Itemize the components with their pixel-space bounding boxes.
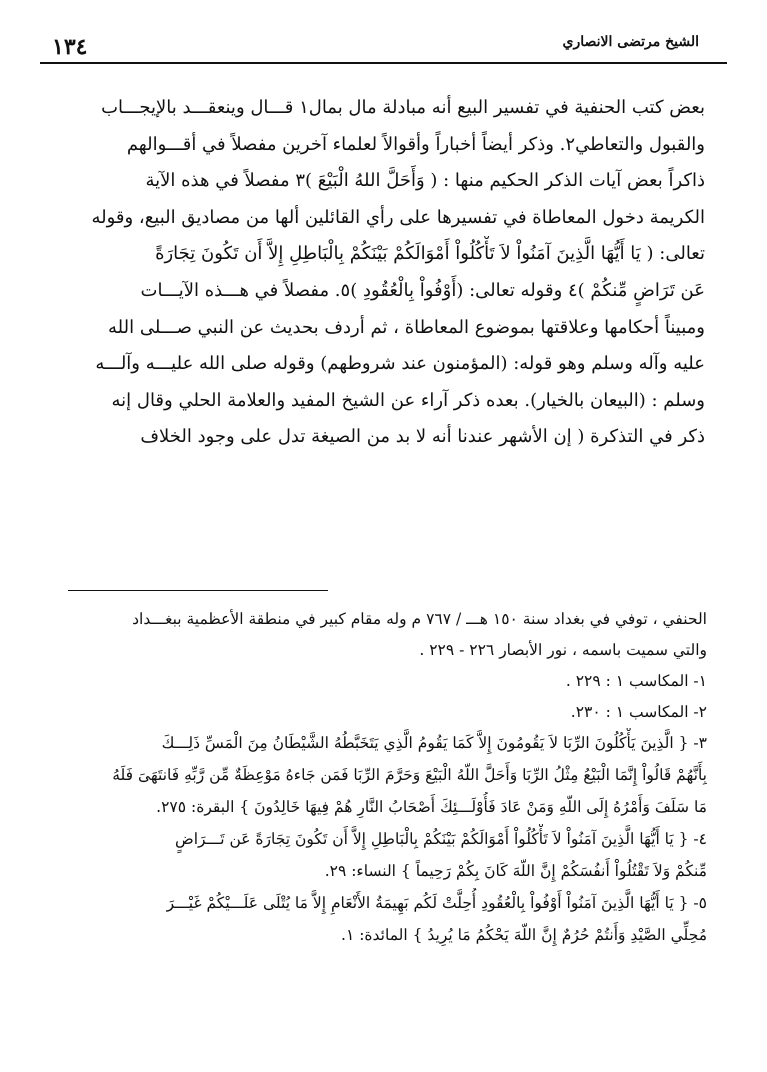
footnote-line: ٢- المكاسب ١ : ٢٣٠. (570, 703, 707, 721)
body-line: ذاكراً بعض آيات الذكر الحكيم منها : ( وَأَحَلَّ اللهُ الْبَيْعَ )٣ مفصلاً في هذه الآية (145, 170, 705, 192)
footnote-line: ٣- { الَّذِينَ يَأْكُلُونَ الرِّبَا لاَ يَقُومُونَ إِلاَّ كَمَا يَقُومُ الَّذِي يَتَخَبَّطُهُ الشَّيْطَانُ مِنَ الْمَسِّ ذَلِـــكَ (161, 734, 707, 752)
body-line: وسلم : (البيعان بالخيار). بعده ذكر آراء عن الشيخ المفيد والعلامة الحلي وقال إنه (111, 389, 705, 411)
body-line: والقبول والتعاطي٢. وذكر أيضاً أخباراً وأقوالاً لعلماء آخرين مفصلاً في أقـــوالهم (126, 133, 705, 155)
body-line: بعض كتب الحنفية في تفسير البيع أنه مبادلة مال بمال١ قـــال وينعقـــد بالإيجـــاب (101, 97, 705, 118)
footnotes (58, 604, 707, 952)
body-line: ذكر في التذكرة ( إن الأشهر عندنا أنه لا بد من الصيغة تدل على وجود الخلاف (140, 426, 705, 448)
body-line: عَن تَرَاضٍ مِّنكُمْ )٤ وقوله تعالى: (أَوْفُواْ بِالْعُقُودِ )٥. مفصلاً في هـــذه الآيـــات (140, 279, 705, 301)
footnote-line: ١- المكاسب ١ : ٢٢٩ . (565, 672, 707, 690)
footnote-line: مُحِلِّي الصَّيْدِ وَأَنتُمْ حُرُمٌ إِنَّ اللّهَ يَحْكُمُ مَا يُرِيدُ } المائدة: ١. (341, 926, 707, 944)
page-number: ١٣٤ (52, 34, 88, 60)
main-text (60, 90, 705, 456)
body-line: ومبيناً أحكامها وعلاقتها بموضوع المعاطاة ، ثم أردف بحديث عن النبي صـــلى الله (108, 316, 705, 338)
running-title: الشيخ مرتضى الانصاري (562, 34, 699, 50)
body-line: تعالى: ( يَا أَيُّهَا الَّذِينَ آمَنُواْ لاَ تَأْكُلُواْ أَمْوَالَكُمْ بَيْنَكُمْ بِالْبَاطِلِ إِلاَّ أَن تَكُونَ تِجَارَةً (155, 243, 705, 265)
page-header (40, 30, 727, 66)
header-rule (40, 62, 727, 64)
footnote-line: والتي سميت باسمه ، نور الأبصار ٢٢٦ - ٢٢٩ . (419, 641, 707, 659)
footnote-line: مَا سَلَفَ وَأَمْرُهُ إِلَى اللّهِ وَمَنْ عَادَ فَأُوْلَـــئِكَ أَصْحَابُ النَّارِ هُمْ فِيهَا خَالِدُونَ } البقرة: ٢٧٥. (156, 798, 707, 816)
footnote-line: مِّنكُمْ وَلاَ تَقْتُلُواْ أَنفُسَكُمْ إِنَّ اللّهَ كَانَ بِكُمْ رَحِيماً } النساء: ٢٩. (324, 862, 707, 880)
body-line: عليه وآله وسلم وهو قوله: (المؤمنون عند شروطهم) وقوله صلى الله عليـــه وآلـــه (95, 353, 705, 375)
footnote-line: ٤- { يَا أَيُّهَا الَّذِينَ آمَنُواْ لاَ تَأْكُلُواْ أَمْوَالَكُمْ بَيْنَكُمْ بِالْبَاطِلِ إِلاَّ أَن تَكُونَ تِجَارَةً عَن تَـــرَاضٍ (175, 830, 707, 848)
footnote-line: ٥- { يَا أَيُّهَا الَّذِينَ آمَنُواْ أَوْفُواْ بِالْعُقُودِ أُحِلَّتْ لَكُم بَهِيمَةُ الأَنْعَامِ إِلاَّ مَا يُتْلَى عَلَـــيْكُمْ غَيْـــرَ (166, 894, 707, 912)
footnote-separator (68, 590, 328, 591)
body-line: الكريمة دخول المعاطاة في تفسيرها على رأي القائلين ألها من مصاديق البيع، وقوله (91, 206, 705, 228)
footnote-line: الحنفي ، توفي في بغداد سنة ١٥٠ هـــ / ٧٦٧ م وله مقام كبير في منطقة الأعظمية ببغـــداد (132, 610, 707, 628)
footnote-line: بِأَنَّهُمْ قَالُواْ إِنَّمَا الْبَيْعُ مِثْلُ الرِّبَا وَأَحَلَّ اللّهُ الْبَيْعَ وَحَرَّمَ الرِّبَا فَمَن جَاءهُ مَوْعِظَةٌ مِّن رَّبِّهِ فَانتَهَىَ فَلَهُ (112, 766, 707, 784)
